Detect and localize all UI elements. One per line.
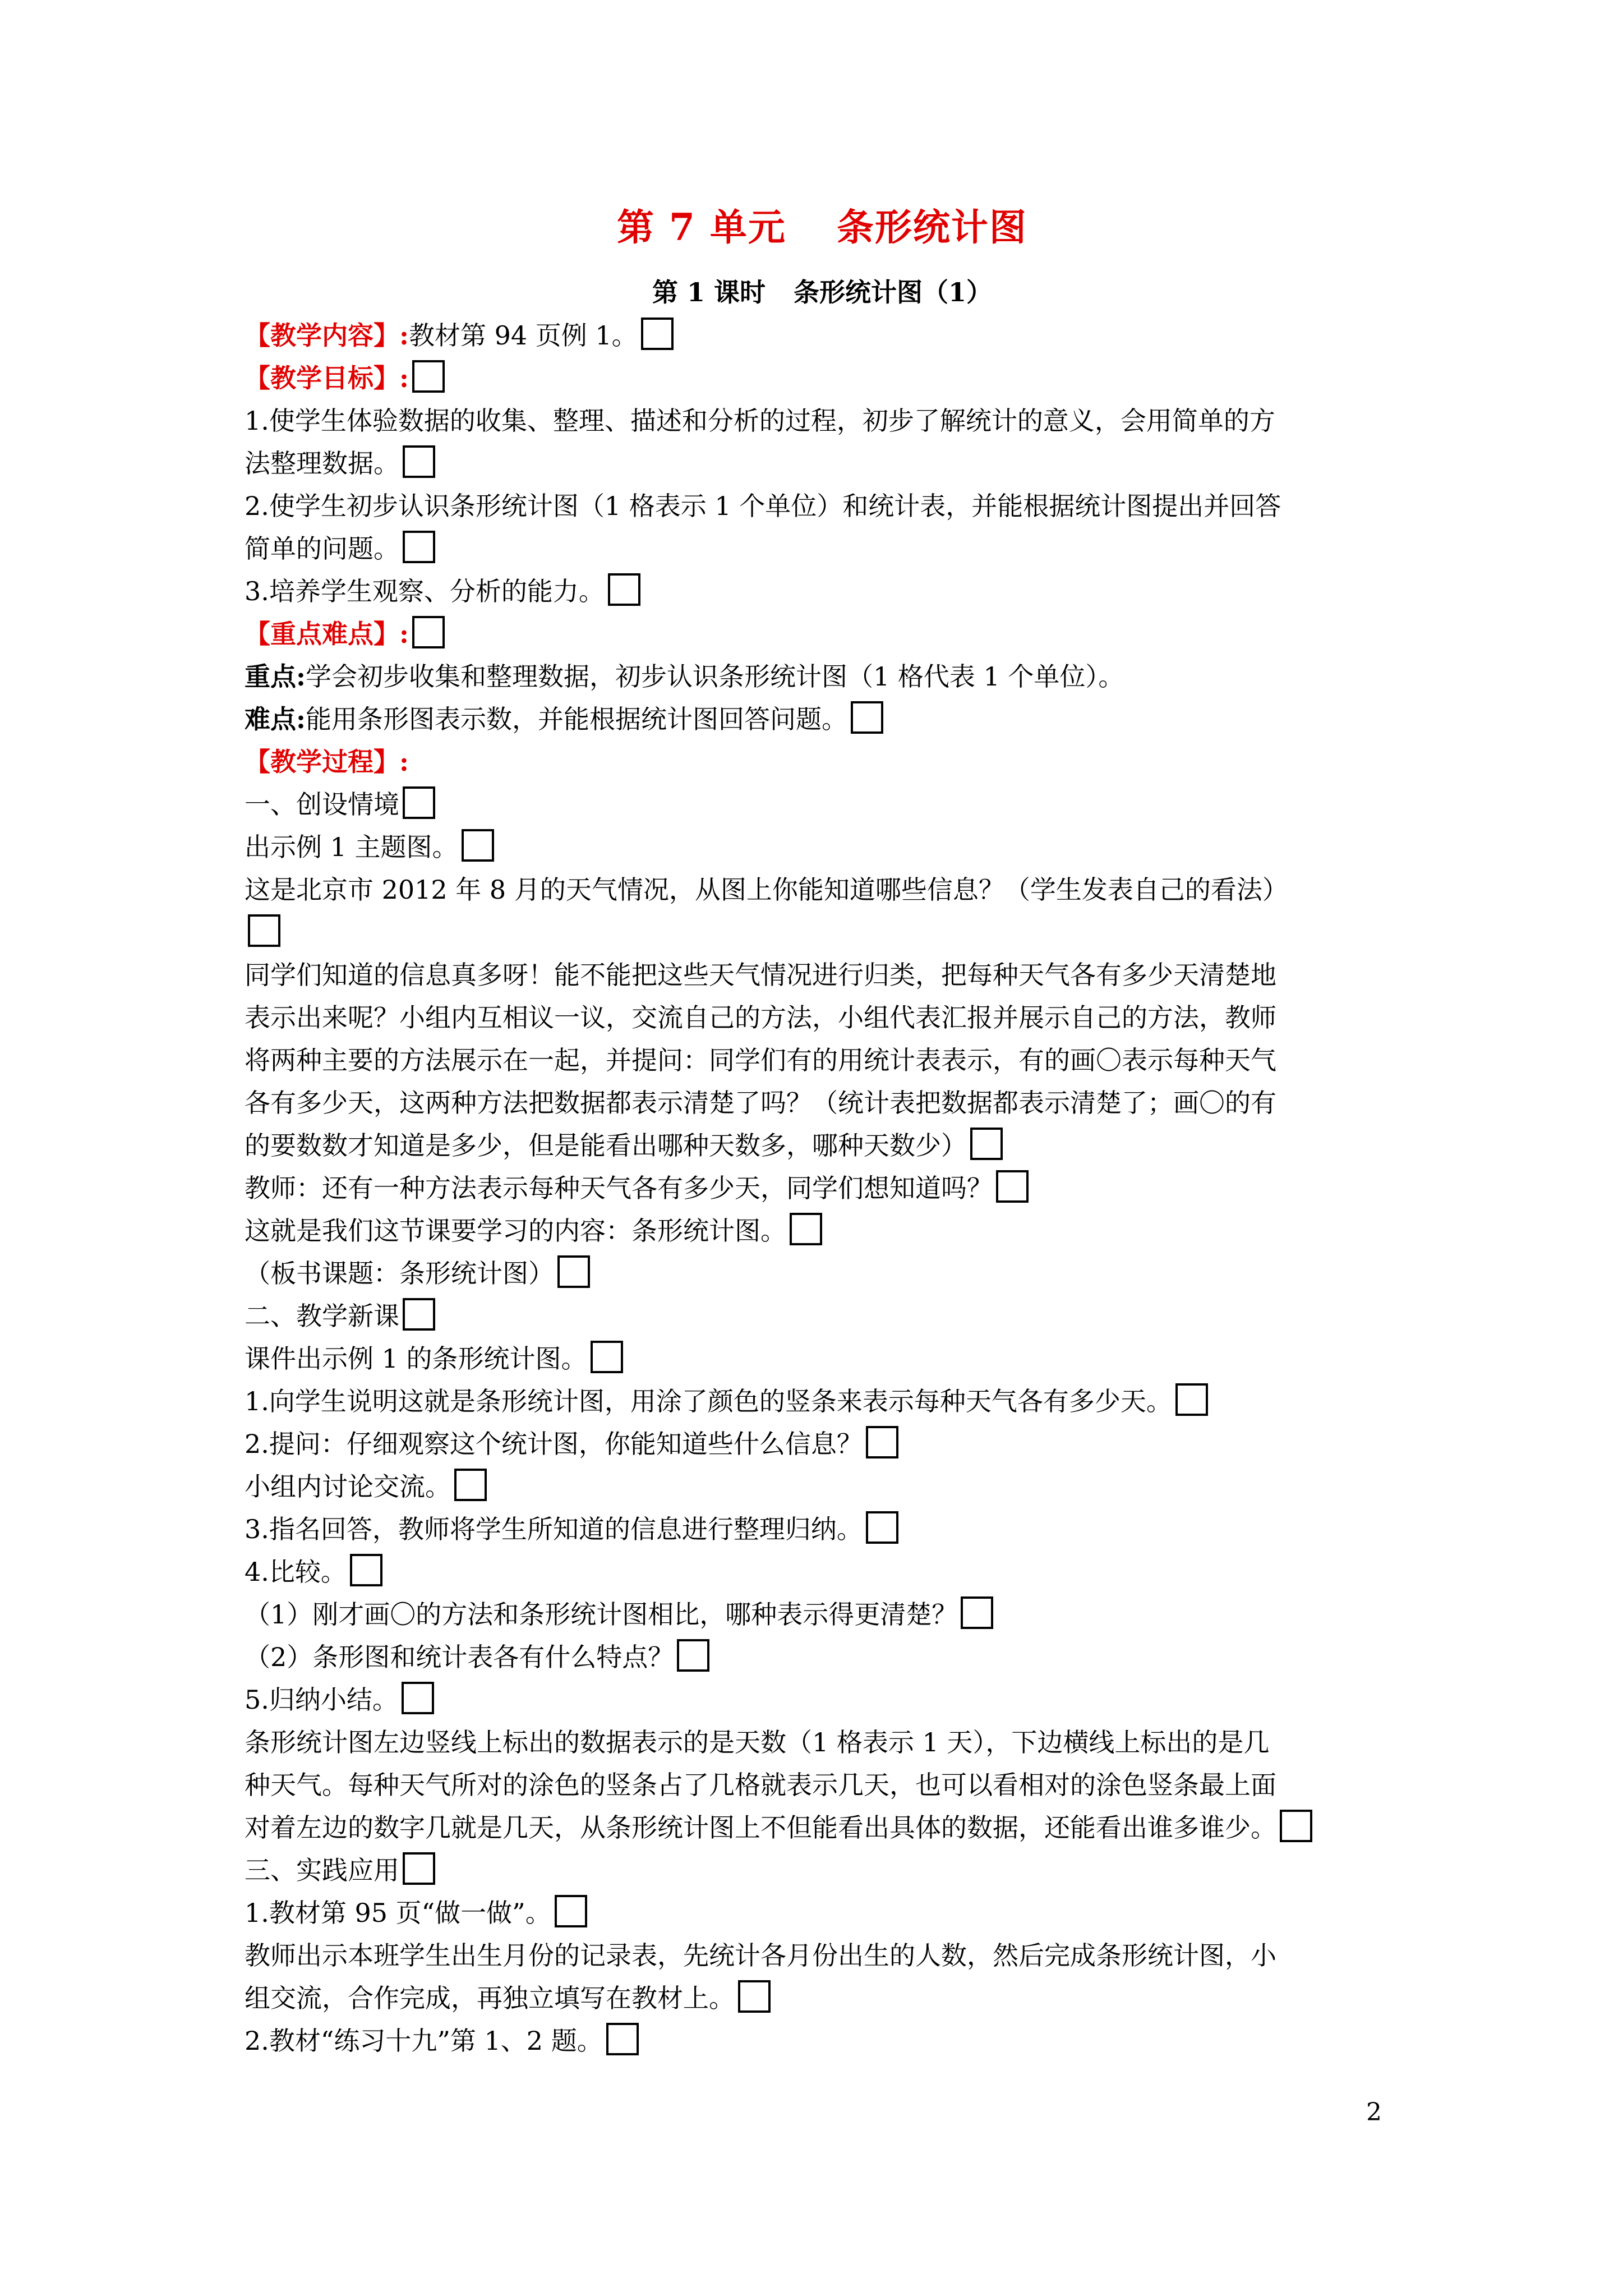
line-text: （板书课题：条形统计图） [245, 1258, 554, 1289]
line-text: 2.提问：仔细观察这个统计图，你能知道些什么信息？ [245, 1429, 863, 1459]
text-line [245, 740, 1400, 783]
text-line [245, 1636, 1400, 1678]
text-line [245, 1082, 1400, 1124]
text-line [245, 996, 1400, 1039]
line-text: 将两种主要的方法展示在一起，并提问：同学们有的用统计表表示，有的画〇表示每种天气 [245, 1045, 1276, 1075]
bold-label: 重点: [245, 661, 306, 692]
line-text: 简单的问题。 [245, 533, 399, 564]
text-line [245, 613, 1400, 655]
line-text: 组交流，合作完成，再独立填写在教材上。 [245, 1983, 735, 2013]
text-line [245, 527, 1400, 570]
text-line [245, 1550, 1400, 1593]
bold-label: 难点: [245, 704, 306, 734]
empty-checkbox [403, 786, 435, 819]
empty-checkbox [403, 1852, 435, 1885]
line-text: 学会初步收集和整理数据，初步认识条形统计图（1 格代表 1 个单位）。 [305, 661, 1124, 692]
text-line [245, 1124, 1400, 1167]
empty-checkbox [557, 1255, 590, 1288]
text-line [245, 1806, 1400, 1849]
empty-checkbox [403, 445, 435, 478]
text-line [245, 1892, 1400, 1934]
text-line [245, 1423, 1400, 1465]
text-line [245, 1252, 1400, 1295]
text-line [245, 1934, 1400, 1977]
line-text: 各有多少天，这两种方法把数据都表示清楚了吗？（统计表把数据都表示清楚了；画〇的有 [245, 1088, 1276, 1118]
line-text: 这是北京市 2012 年 8 月的天气情况，从图上你能知道哪些信息？（学生发表自己的看法） [245, 875, 1288, 905]
text-line [245, 868, 1400, 911]
line-text: 教材第 94 页例 1。 [408, 320, 638, 351]
text-line [245, 570, 1400, 613]
line-text: 5.归纳小结。 [245, 1685, 398, 1715]
page-number: 2 [1366, 2098, 1382, 2127]
text-line [245, 1593, 1400, 1636]
text-line [245, 1465, 1400, 1508]
text-line [245, 314, 1400, 357]
line-text: 教师出示本班学生出生月份的记录表，先统计各月份出生的人数，然后完成条形统计图，小 [245, 1940, 1276, 1971]
empty-checkbox [996, 1170, 1029, 1203]
text-line [245, 1849, 1400, 1892]
line-text: 三、实践应用 [245, 1855, 399, 1885]
text-line [245, 485, 1400, 527]
unit-number: 第 7 单元 [617, 205, 786, 249]
line-text: 种天气。每种天气所对的涂色的竖条占了几格就表示几天，也可以看相对的涂色竖条最上面 [245, 1770, 1276, 1800]
line-text: 法整理数据。 [245, 448, 399, 478]
text-line [245, 1977, 1400, 2019]
line-text: 1.使学生体验数据的收集、整理、描述和分析的过程，初步了解统计的意义，会用简单的方 [245, 406, 1275, 436]
line-text: 教师：还有一种方法表示每种天气各有多少天，同学们想知道吗？ [245, 1173, 993, 1203]
empty-checkbox [961, 1596, 993, 1629]
lesson-title [245, 273, 1400, 312]
empty-checkbox [1175, 1383, 1208, 1416]
lesson-body [245, 314, 1400, 2062]
text-line [245, 1508, 1400, 1550]
line-text: 小组内讨论交流。 [245, 1471, 451, 1502]
text-line [245, 399, 1400, 442]
empty-checkbox [970, 1128, 1003, 1160]
text-line [245, 1721, 1400, 1764]
text-line [245, 442, 1400, 485]
document-page [245, 202, 1400, 2062]
text-line [245, 1209, 1400, 1252]
line-text: （1）刚才画〇的方法和条形统计图相比，哪种表示得更清楚？ [245, 1599, 958, 1630]
line-text: （2）条形图和统计表各有什么特点？ [245, 1642, 674, 1672]
line-text: 同学们知道的信息真多呀！能不能把这些天气情况进行归类，把每种天气各有多少天清楚地 [245, 960, 1276, 990]
line-text: 的要数数才知道是多少，但是能看出哪种天数多，哪种天数少） [245, 1130, 967, 1161]
line-text: 2.使学生初步认识条形统计图（1 格表示 1 个单位）和统计表，并能根据统计图提出并回答 [245, 491, 1281, 521]
empty-checkbox [1280, 1810, 1312, 1842]
line-text: 4.比较。 [245, 1557, 347, 1587]
text-line [245, 2019, 1400, 2062]
text-line [245, 1337, 1400, 1380]
text-line [245, 1295, 1400, 1337]
empty-checkbox [677, 1639, 709, 1672]
empty-checkbox [851, 701, 883, 734]
text-line [245, 1764, 1400, 1806]
empty-checkbox [641, 318, 674, 350]
text-line [245, 698, 1400, 740]
empty-checkbox [403, 531, 435, 563]
text-line [245, 655, 1400, 698]
text-line [245, 357, 1400, 399]
line-text: 3.培养学生观察、分析的能力。 [245, 576, 605, 606]
empty-checkbox [412, 616, 445, 648]
empty-checkbox [555, 1895, 587, 1927]
text-line [245, 1678, 1400, 1721]
text-line [245, 1380, 1400, 1423]
empty-checkbox [591, 1341, 623, 1373]
line-text: 二、教学新课 [245, 1301, 399, 1331]
line-text: 能用条形图表示数，并能根据统计图回答问题。 [305, 704, 847, 734]
text-line [245, 1167, 1400, 1209]
line-text: 2.教材“练习十九”第 1、2 题。 [245, 2026, 603, 2056]
section-heading: 【教学内容】: [245, 320, 409, 351]
section-heading: 【重点难点】: [245, 619, 409, 649]
unit-name: 条形统计图 [836, 205, 1027, 249]
line-text: 表示出来呢？小组内互相议一议，交流自己的方法，小组代表汇报并展示自己的方法，教师 [245, 1002, 1276, 1033]
text-line [245, 783, 1400, 826]
empty-checkbox [790, 1213, 822, 1245]
empty-checkbox [462, 829, 494, 862]
text-line [245, 1039, 1400, 1082]
unit-title [245, 202, 1400, 252]
text-line [245, 826, 1400, 868]
line-text: 这就是我们这节课要学习的内容：条形统计图。 [245, 1216, 786, 1246]
empty-checkbox [350, 1554, 382, 1586]
empty-checkbox [866, 1511, 898, 1544]
empty-checkbox [866, 1426, 898, 1458]
line-text: 一、创设情境 [245, 789, 399, 820]
line-text: 3.指名回答，教师将学生所知道的信息进行整理归纳。 [245, 1514, 863, 1544]
lesson-name: 条形统计图（1） [794, 277, 993, 307]
empty-checkbox [403, 1298, 435, 1331]
line-text: 条形统计图左边竖线上标出的数据表示的是天数（1 格表示 1 天），下边横线上标出的是几 [245, 1727, 1270, 1757]
empty-checkbox [606, 2023, 639, 2055]
line-text: 1.教材第 95 页“做一做”。 [245, 1898, 551, 1928]
text-line [245, 911, 1400, 954]
line-text: 1.向学生说明这就是条形统计图，用涂了颜色的竖条来表示每种天气各有多少天。 [245, 1386, 1172, 1416]
empty-checkbox [608, 573, 640, 606]
lesson-number: 第 1 课时 [652, 277, 766, 307]
line-text: 出示例 1 主题图。 [245, 832, 458, 862]
empty-checkbox [248, 914, 280, 947]
line-text: 课件出示例 1 的条形统计图。 [245, 1343, 587, 1374]
text-line [245, 954, 1400, 996]
section-heading: 【教学目标】: [245, 363, 409, 393]
empty-checkbox [454, 1469, 487, 1501]
empty-checkbox [738, 1980, 771, 2013]
empty-checkbox [412, 360, 445, 393]
line-text: 对着左边的数字几就是几天，从条形统计图上不但能看出具体的数据，还能看出谁多谁少。 [245, 1812, 1276, 1843]
empty-checkbox [402, 1682, 434, 1714]
section-heading: 【教学过程】: [245, 747, 409, 777]
